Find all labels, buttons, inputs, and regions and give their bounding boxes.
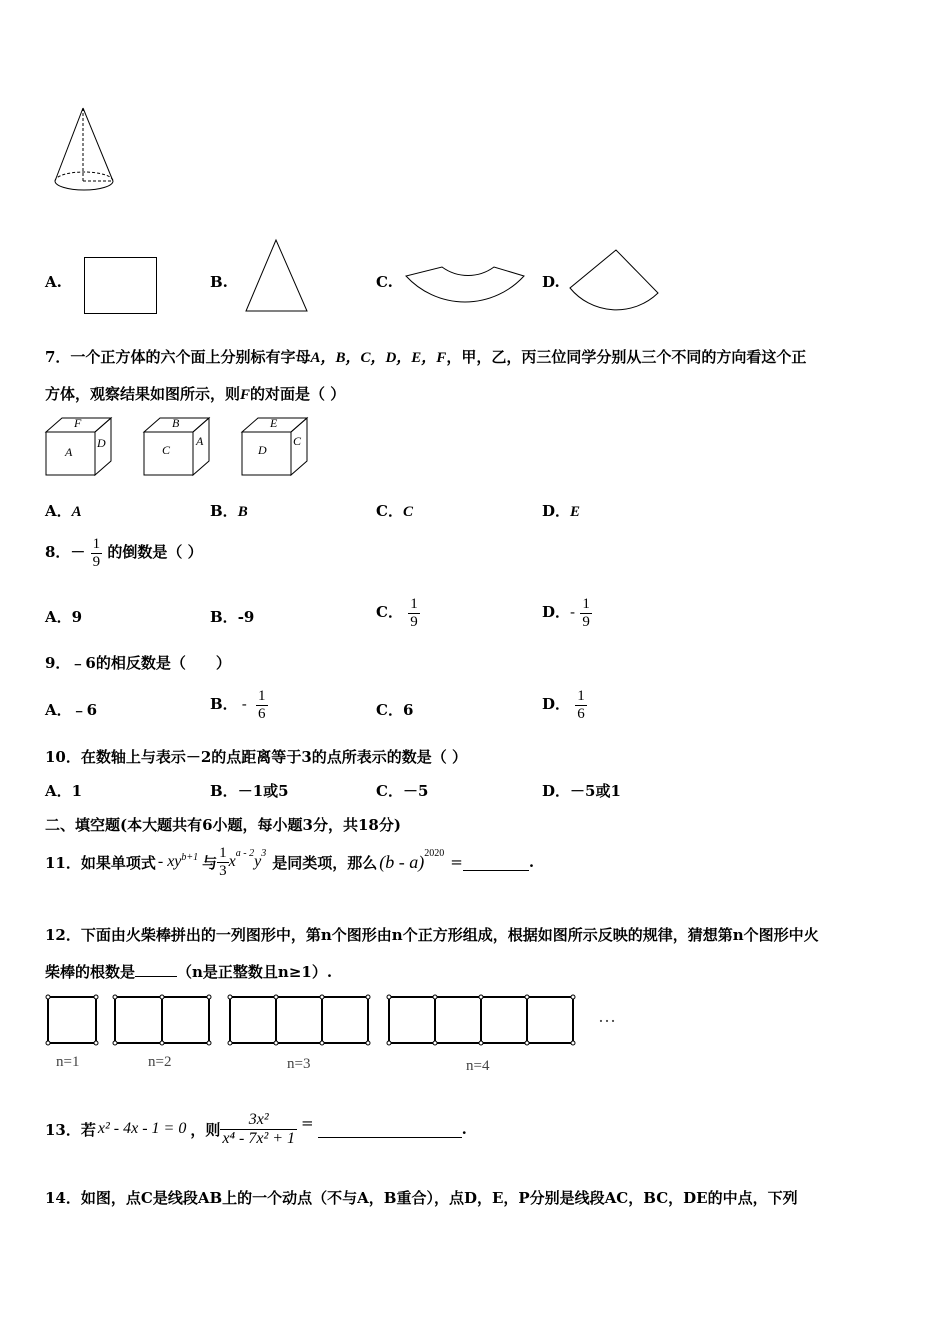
q8-option-c[interactable]: C． $\frac{1}{9}$: [376, 596, 418, 630]
cube-3-front-label: D: [258, 443, 267, 457]
q9-option-d[interactable]: D． $\frac{1}{6}$: [542, 688, 585, 722]
figure-1-label: n=1: [56, 1054, 80, 1070]
matchstick-figure-2: [113, 995, 213, 1047]
q13-answer-blank[interactable]: [318, 1121, 462, 1138]
q7-option-c[interactable]: C．C: [376, 502, 413, 520]
cube-2-side-label: A: [196, 434, 204, 448]
q8-stem: 8．－ $\frac{1}{9}$ 的倒数是（ ）: [45, 536, 203, 570]
cube-1-top-label: F: [74, 416, 82, 430]
cube-1-front-label: A: [65, 445, 73, 459]
cone-figure: [50, 105, 120, 200]
figures-ellipsis: …: [598, 1006, 616, 1026]
q6-option-c-letter: C.: [376, 273, 393, 291]
cube-1-side-label: D: [97, 436, 106, 450]
q6-option-a-letter: A.: [45, 273, 62, 291]
q7-stem-line1: 7．一个正方体的六个面上分别标有字母A，B，C，D，E，F，甲，乙，丙三位同学分别从三个不同的方向看这个正: [45, 348, 807, 366]
q9-stem: 9．﹣6的相反数是（ ）: [45, 654, 231, 672]
q12-stem-line2: 柴棒的根数是 （n是正整数且n≥1）.: [45, 963, 333, 981]
q11-stem: 11．如果单项式 - xy $^{b+1}$ 与 $\frac{1}{3}$ x $^{a - 2}$ y $^3$ 是同类项，那么 (b - a) $^{2020}$ = .: [45, 845, 535, 879]
figure-3-label: n=3: [287, 1056, 311, 1072]
q6-option-d-letter: D.: [542, 273, 560, 291]
q9-option-a[interactable]: A．﹣6: [45, 701, 98, 719]
annular-sector-shape: [404, 265, 528, 315]
figure-2-label: n=2: [148, 1054, 172, 1070]
q8-option-b[interactable]: B．-9: [210, 608, 255, 626]
q9-option-b[interactable]: B． - $\frac{1}{6}$: [210, 688, 266, 722]
sector-shape: [568, 248, 662, 318]
q10-stem: 10．在数轴上与表示－2的点距离等于3的点所表示的数是（ ）: [45, 748, 467, 766]
cube-3-side-label: C: [293, 434, 302, 448]
figure-4-label: n=4: [466, 1058, 490, 1074]
q10-option-b[interactable]: B．－1或5: [210, 782, 289, 800]
q6-option-b-letter: B.: [210, 273, 228, 291]
triangle-shape: [244, 238, 310, 314]
q10-option-d[interactable]: D．－5或1: [542, 782, 621, 800]
cube-view-1: [44, 416, 114, 478]
matchstick-figure-4: [387, 995, 577, 1047]
q9-option-c[interactable]: C．6: [376, 701, 414, 719]
matchstick-figure-1: [46, 995, 102, 1047]
cube-2-front-label: C: [162, 443, 171, 457]
cube-3-top-label: E: [270, 416, 278, 430]
q7-option-b[interactable]: B．B: [210, 502, 248, 520]
q8-fraction: $\frac{1}{9}$: [92, 536, 101, 570]
q8-option-d[interactable]: D．- $\frac{1}{9}$: [542, 596, 590, 630]
q11-answer-blank[interactable]: [463, 854, 529, 871]
cube-view-2: [142, 416, 212, 478]
q14-stem: 14．如图，点C是线段AB上的一个动点（不与A，B重合），点D，E，P分别是线段AC，BC，DE的中点，下列: [45, 1189, 798, 1207]
q13-stem: 13．若 x² - 4x - 1 = 0 ，则 $\frac{\text{3x²}}{\text{x⁴ - 7x² + 1}}$ = .: [45, 1110, 467, 1147]
q10-option-c[interactable]: C．－5: [376, 782, 429, 800]
q7-option-d[interactable]: D．E: [542, 502, 581, 520]
q10-option-a[interactable]: A．1: [45, 782, 83, 800]
q7-option-a[interactable]: A．A: [45, 502, 82, 520]
square-shape: [84, 257, 158, 315]
q8-option-a[interactable]: A．9: [45, 608, 83, 626]
section-title: 二、填空题(本大题共有6小题，每小题3分，共18分): [45, 816, 401, 834]
q12-answer-blank[interactable]: [135, 962, 177, 977]
cube-2-top-label: B: [172, 416, 180, 430]
q7-stem-line2: 方体，观察结果如图所示，则F的对面是（ ）: [45, 385, 346, 403]
q12-stem-line1: 12．下面由火柴棒拼出的一列图形中，第n个图形由n个正方形组成，根据如图所示反映的规律，猜想第n个图形中火: [45, 926, 819, 944]
cube-view-3: [240, 416, 310, 478]
matchstick-figure-3: [228, 995, 374, 1047]
